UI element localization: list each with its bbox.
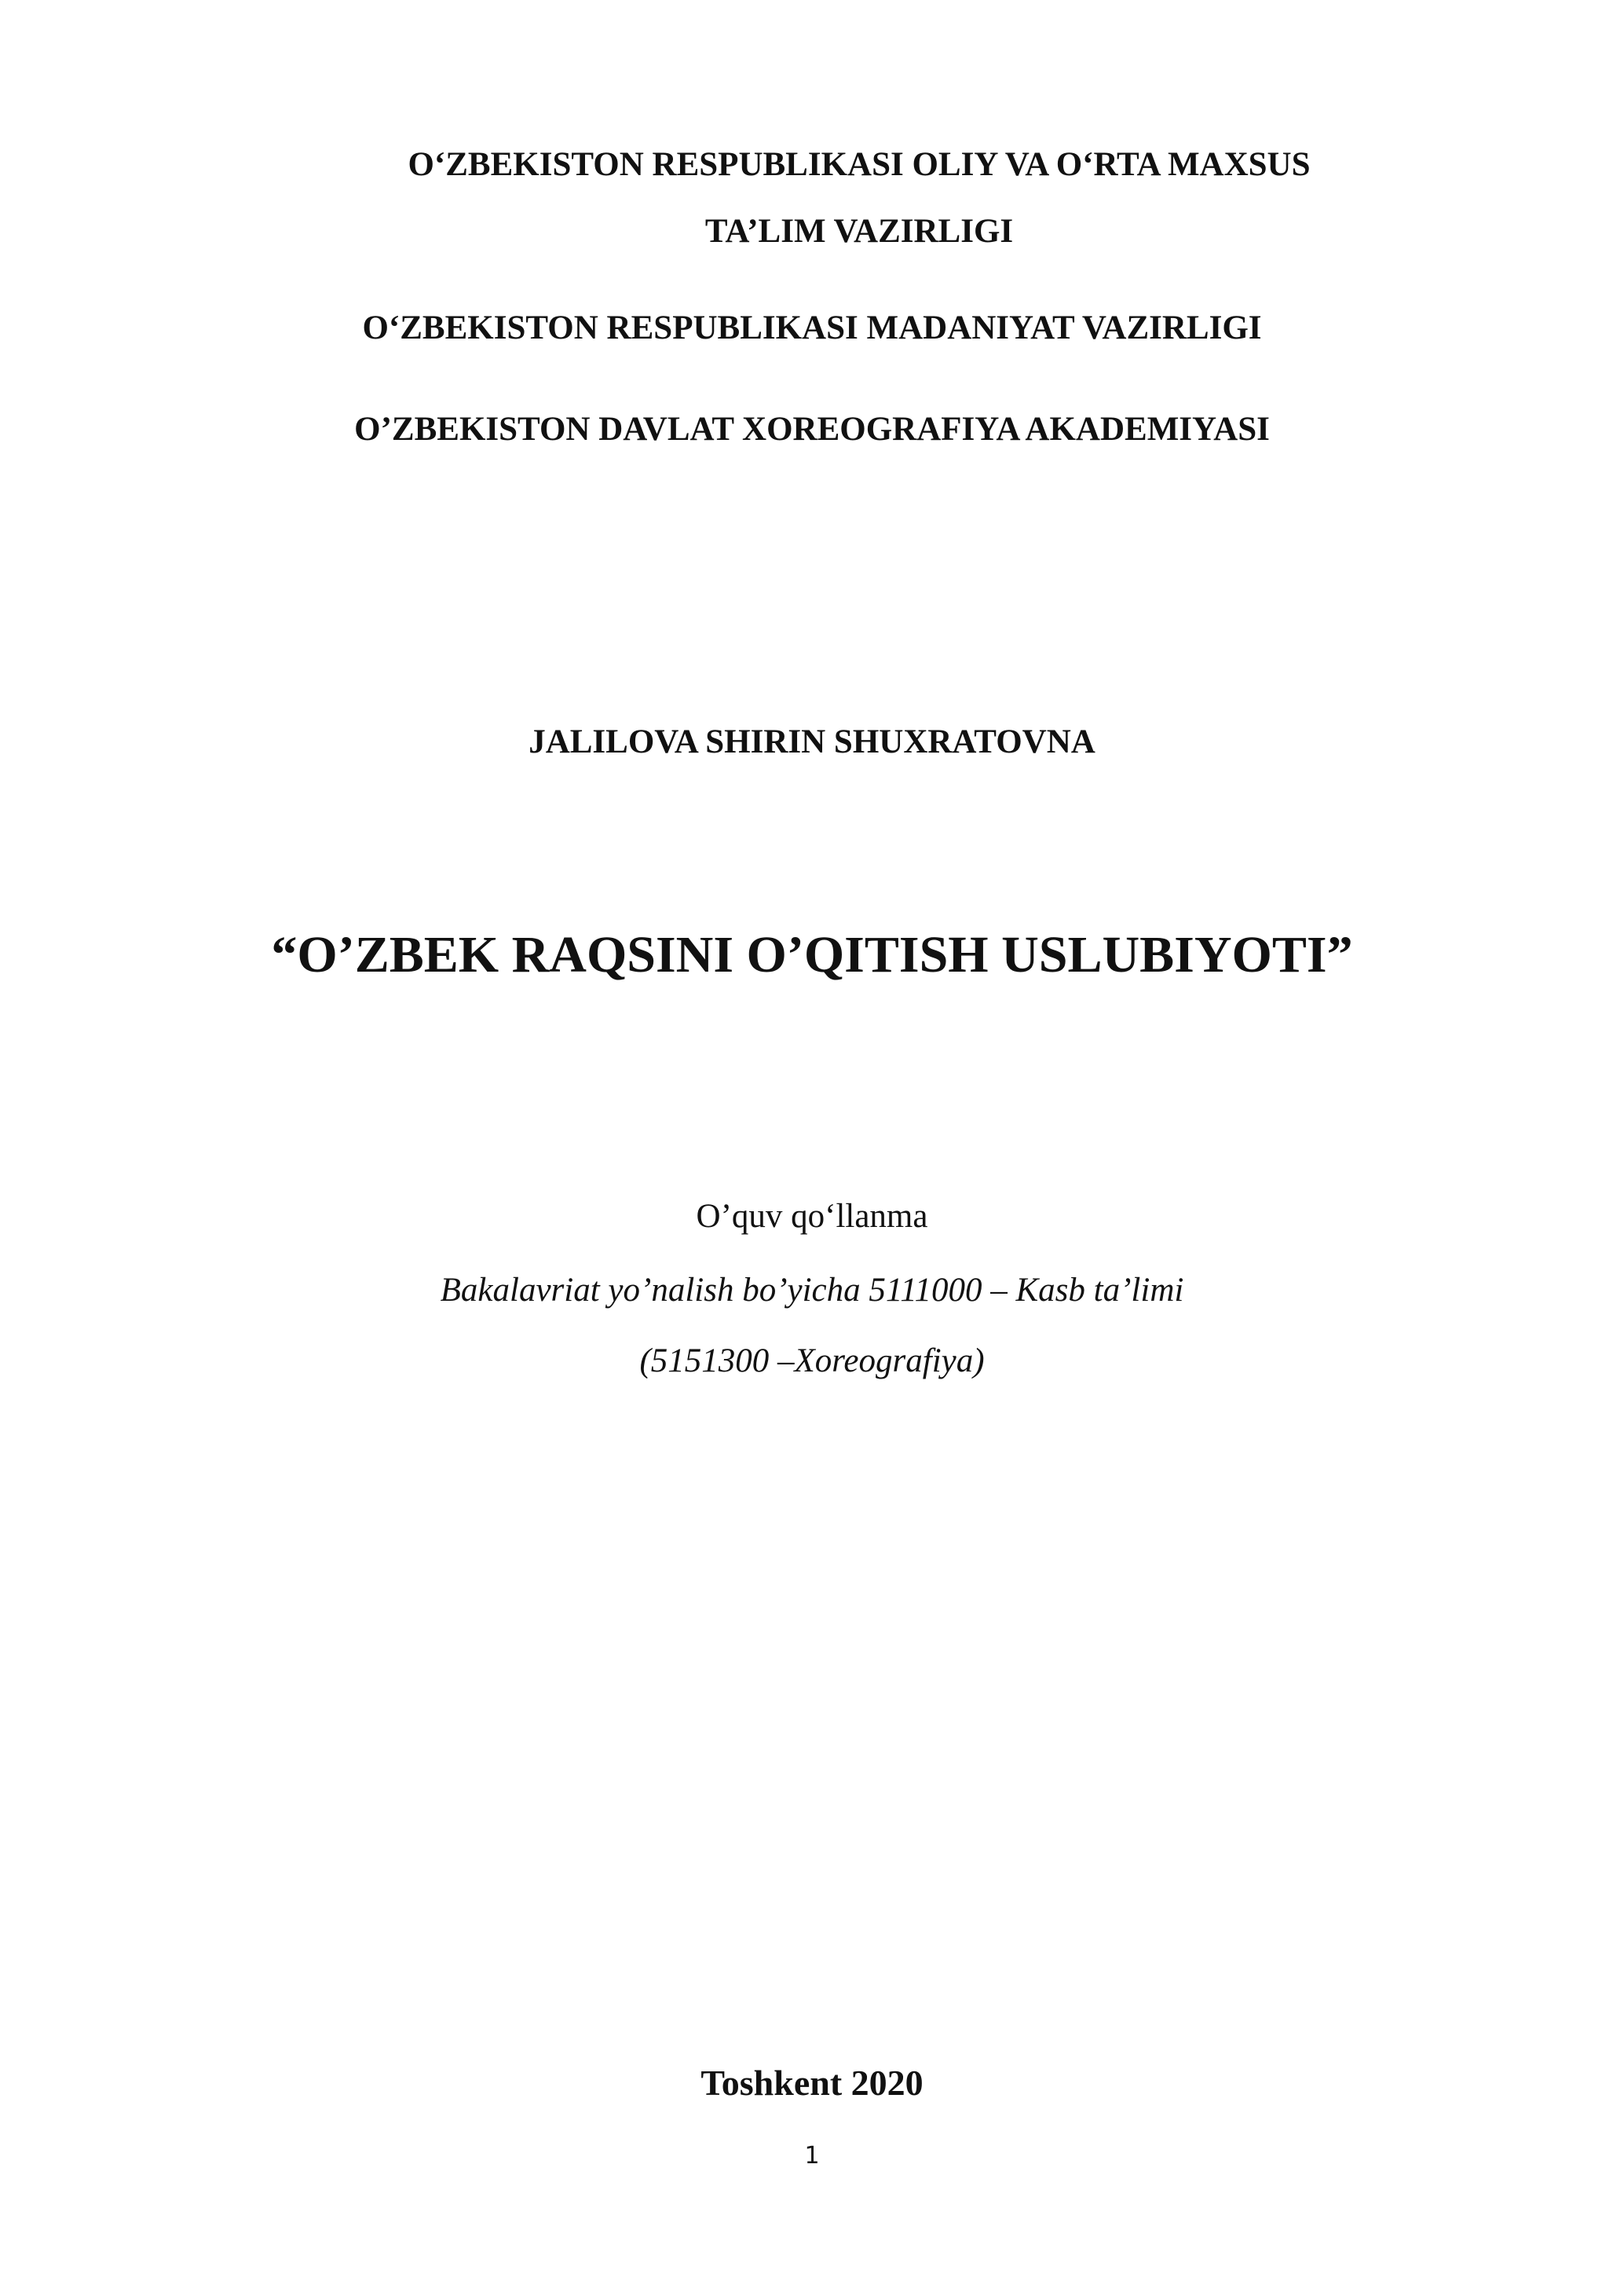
academy-heading: O’ZBEKISTON DAVLAT XOREOGRAFIYA AKADEMIYASI: [354, 411, 1270, 448]
publication-type: O’quv qo‘llanma: [696, 1198, 928, 1235]
program-line2: (5151300 –Xoreografiya): [639, 1342, 985, 1379]
author-name: JALILOVA SHIRIN SHUXRATOVNA: [529, 723, 1095, 760]
ministry-heading-line1: O‘ZBEKISTON RESPUBLIKASI OLIY VA O‘RTA MAXSUS: [408, 146, 1311, 183]
culture-ministry-heading: O‘ZBEKISTON RESPUBLIKASI MADANIYAT VAZIRLIGI: [362, 309, 1262, 346]
document-title: “O’ZBEK RAQSINI O’QITISH USLUBIYOTI”: [271, 926, 1353, 983]
program-line1: Bakalavriat yo’nalish bo’yicha 5111000 – Kasb ta’limi: [440, 1272, 1184, 1309]
ministry-heading-line2: TA’LIM VAZIRLIGI: [704, 213, 1014, 250]
city-year: Toshkent 2020: [700, 2063, 924, 2103]
page-number: 1: [804, 2142, 820, 2170]
